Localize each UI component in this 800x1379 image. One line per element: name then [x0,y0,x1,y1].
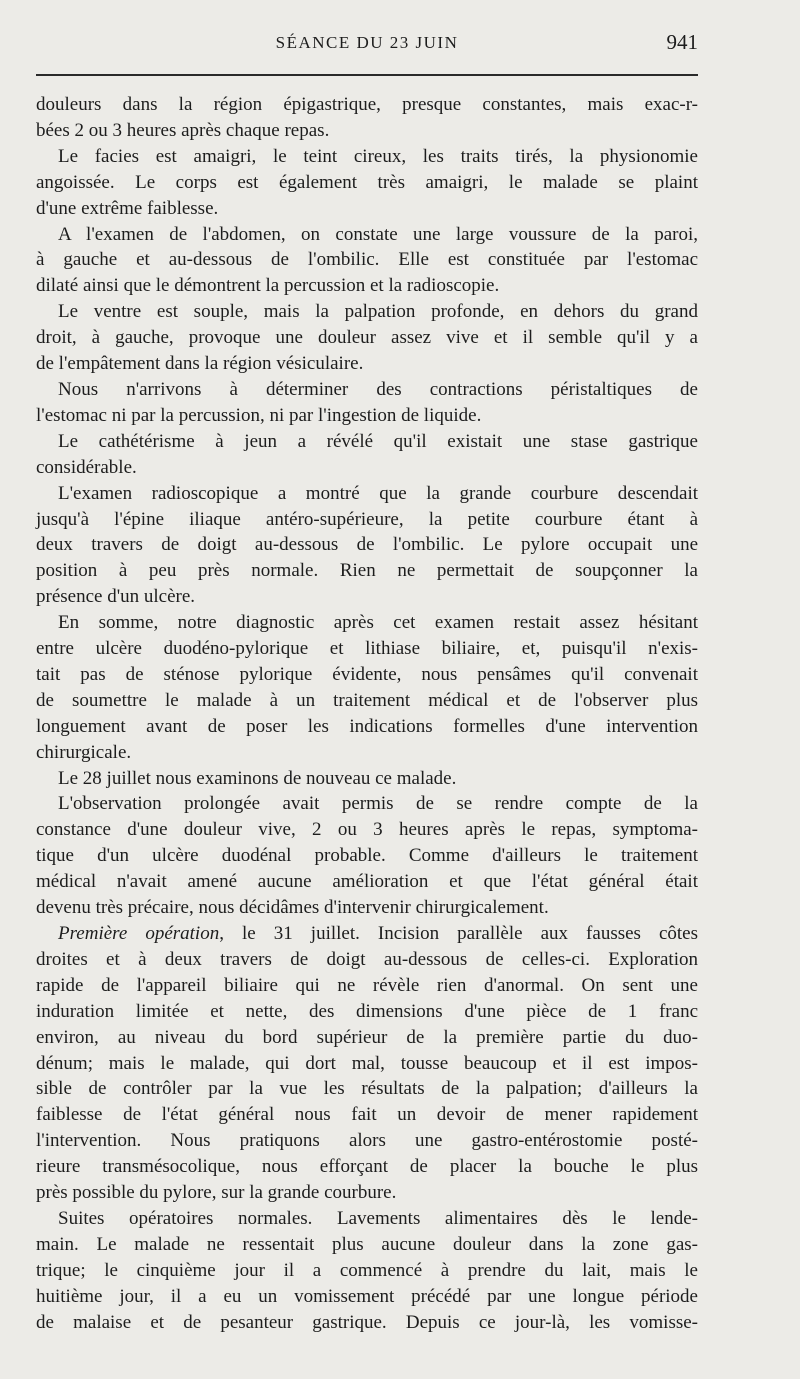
text-line: induration limitée et nette, des dimensions d'une pièce de 1 franc [36,1000,698,1022]
text-line: longuement avant de poser les indications formelles d'une intervention [36,715,698,737]
text-line: de l'empâtement dans la région vésiculaire. [36,353,364,375]
page-number: 941 [666,30,698,54]
text-line: bées 2 ou 3 heures après chaque repas. [36,119,330,141]
text-line: d'une extrême faiblesse. [36,197,219,219]
page-header [36,30,698,63]
text-line: L'observation prolongée avait permis de se rendre compte de la [58,793,698,815]
text-line: trique; le cinquième jour il a commencé à prendre du lait, mais le [36,1259,698,1281]
text-line: douleurs dans la région épigastrique, presque constantes, mais exac-r- [36,94,698,115]
text-line: dénum; mais le malade, qui dort mal, tousse beaucoup et il est impos- [36,1052,698,1074]
text-line: dilaté ainsi que le démontrent la percussion et la radioscopie. [36,275,500,297]
text-line: rieure transmésocolique, nous efforçant de placer la bouche le plus [36,1156,698,1178]
text-line: de soumettre le malade à un traitement médical et de l'observer plus [36,689,698,711]
text-line: L'examen radioscopique a montré que la grande courbure descendait [58,482,698,504]
text-line: à gauche et au-dessous de l'ombilic. Elle est constituée par l'estomac [36,249,698,271]
text-line: En somme, notre diagnostic après cet examen restait assez hésitant [58,612,698,634]
text-line: tique d'un ulcère duodénal probable. Comme d'ailleurs le traitement [36,845,698,867]
text-line: Le 28 juillet nous examinons de nouveau ce malade. [58,767,457,789]
text-line: sible de contrôler par la vue les résultats de la palpation; d'ailleurs la [36,1078,698,1100]
text-line: Le cathétérisme à jeun a révélé qu'il existait une stase gastrique [58,430,698,452]
text-line: devenu très précaire, nous décidâmes d'intervenir chirurgicalement. [36,897,549,919]
text-line: angoissée. Le corps est également très amaigri, le malade se plaint [36,171,698,193]
text-line: Le facies est amaigri, le teint cireux, les traits tirés, la physionomie [58,145,698,167]
text-line: de malaise et de pesanteur gastrique. Depuis ce jour-là, les vomisse- [36,1311,698,1333]
text-line: A l'examen de l'abdomen, on constate une large voussure de la paroi, [58,223,698,245]
text-line: près possible du pylore, sur la grande courbure. [36,1182,397,1204]
text-line: présence d'un ulcère. [36,586,196,608]
text-span: , le 31 juillet. Incision parallèle aux fausses côtes [219,923,699,944]
text-line: deux travers de doigt au-dessous de l'ombilic. Le pylore occupait une [36,534,698,556]
text-line [36,921,698,947]
text-line: droit, à gauche, provoque une douleur assez vive et il semble qu'il y a [36,327,698,349]
text-line: position à peu près normale. Rien ne permettait de soupçonner la [36,560,698,582]
text-line: tait pas de sténose pylorique évidente, nous pensâmes qu'il convenait [36,663,698,685]
text-line: l'intervention. Nous pratiquons alors une gastro-entérostomie posté- [36,1130,698,1152]
text-line: huitième jour, il a eu un vomissement précédé par une longue période [36,1285,698,1307]
text-line: droites et à deux travers de doigt au-dessous de celles-ci. Exploration [36,948,698,970]
text-line: constance d'une douleur vive, 2 ou 3 heures après le repas, symptoma- [36,819,698,841]
text-line: main. Le malade ne ressentait plus aucune douleur dans la zone gas- [36,1233,698,1255]
text-line: environ, au niveau du bord supérieur de la première partie du duo- [36,1026,698,1048]
text-line: chirurgicale. [36,741,132,763]
text-line: Nous n'arrivons à déterminer des contractions péristaltiques de [58,378,698,400]
text-line: considérable. [36,456,137,478]
text-line: Suites opératoires normales. Lavements alimentaires dès le lende- [58,1207,698,1229]
text-line: rapide de l'appareil biliaire qui ne révèle rien d'anormal. On sent une [36,974,698,996]
header-rule [36,74,698,76]
running-title: SÉANCE DU 23 JUIN [275,33,459,52]
body-text [36,92,698,1336]
text-line: l'estomac ni par la percussion, ni par l'ingestion de liquide. [36,404,482,426]
text-line: entre ulcère duodéno-pylorique et lithiase biliaire, et, puisqu'il n'exis- [36,638,698,660]
text-line: Le ventre est souple, mais la palpation profonde, en dehors du grand [58,301,698,323]
text-line: faiblesse de l'état général nous fait un devoir de mener rapidement [36,1104,698,1126]
italic-heading: Première opération [58,923,220,944]
text-line: médical n'avait amené aucune amélioration et que l'état général était [36,871,698,893]
text-line: jusqu'à l'épine iliaque antéro-supérieure, la petite courbure étant à [36,508,698,530]
